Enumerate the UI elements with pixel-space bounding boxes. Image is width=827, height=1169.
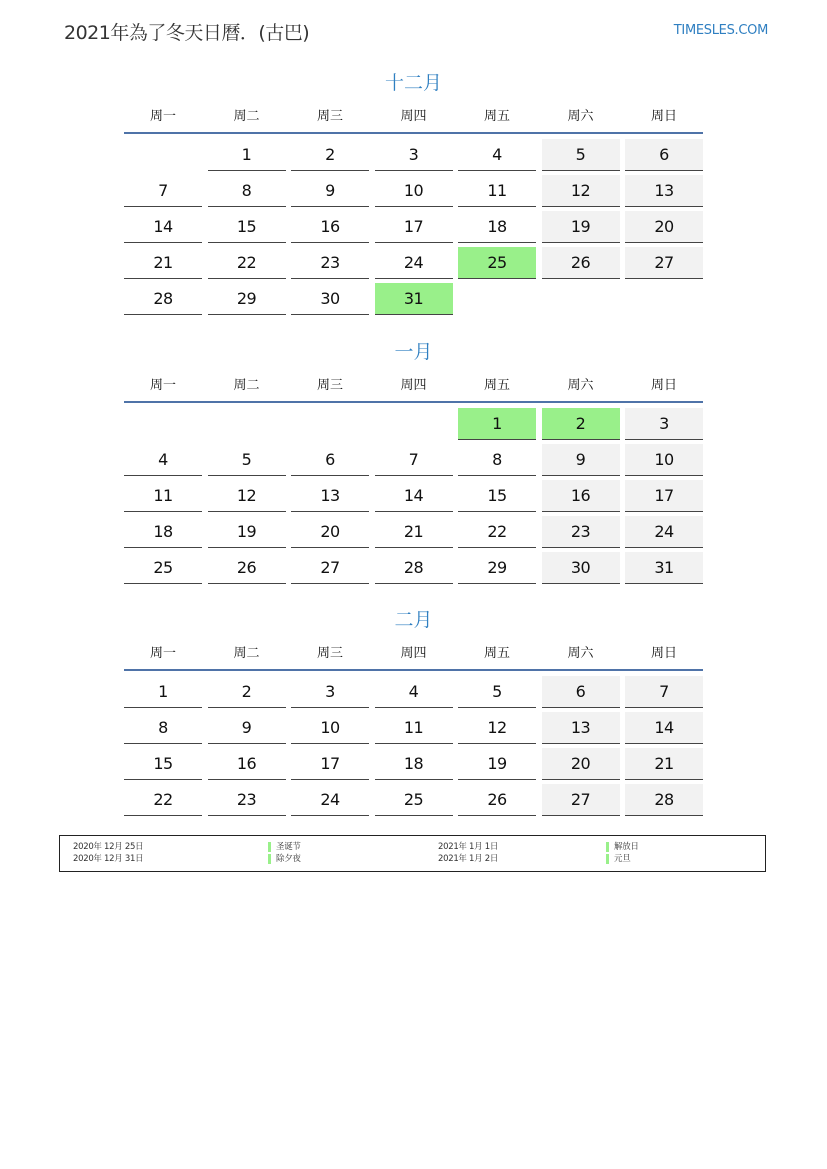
holiday-marker — [606, 842, 609, 852]
weekend-day-cell: 17 — [625, 480, 703, 512]
holiday-day-cell: 25 — [458, 247, 536, 279]
empty-day-cell — [208, 408, 286, 440]
empty-day-cell — [375, 408, 453, 440]
weekday-label: 周三 — [316, 109, 343, 124]
weekday-label: 周日 — [650, 646, 677, 661]
day-cell: 17 — [375, 211, 453, 243]
weekday-label: 周二 — [233, 109, 260, 124]
day-cell: 2 — [208, 676, 286, 708]
day-cell: 28 — [124, 283, 202, 315]
weekend-day-cell: 6 — [625, 139, 703, 171]
holiday-legend — [59, 835, 766, 872]
empty-day-cell — [124, 139, 202, 171]
day-cell: 4 — [458, 139, 536, 171]
weekday-label: 周三 — [316, 378, 343, 393]
empty-day-cell — [291, 408, 369, 440]
day-cell: 29 — [208, 283, 286, 315]
page-title: 2021年為了冬天日曆．(古巴) — [64, 22, 310, 44]
weekend-day-cell: 6 — [542, 676, 620, 708]
holiday-name: 元旦 — [614, 854, 631, 864]
day-cell: 15 — [208, 211, 286, 243]
day-cell: 16 — [291, 211, 369, 243]
day-cell: 10 — [375, 175, 453, 207]
day-cell: 13 — [291, 480, 369, 512]
day-cell: 10 — [291, 712, 369, 744]
day-cell: 4 — [375, 676, 453, 708]
holiday-name: 解放日 — [614, 842, 639, 852]
weekend-day-cell: 9 — [542, 444, 620, 476]
weekend-day-cell: 31 — [625, 552, 703, 584]
day-cell: 5 — [458, 676, 536, 708]
day-cell: 29 — [458, 552, 536, 584]
day-cell: 9 — [208, 712, 286, 744]
day-cell: 26 — [458, 784, 536, 816]
day-cell: 12 — [208, 480, 286, 512]
weekend-day-cell: 13 — [542, 712, 620, 744]
day-cell: 6 — [291, 444, 369, 476]
day-grid — [124, 676, 703, 816]
day-cell: 8 — [124, 712, 202, 744]
day-cell: 1 — [124, 676, 202, 708]
weekday-label: 周四 — [400, 378, 427, 393]
weekday-label: 周二 — [233, 646, 260, 661]
day-cell: 16 — [208, 748, 286, 780]
weekday-label: 周二 — [233, 378, 260, 393]
day-cell: 28 — [375, 552, 453, 584]
empty-day-cell — [124, 408, 202, 440]
weekend-day-cell: 7 — [625, 676, 703, 708]
weekend-day-cell: 16 — [542, 480, 620, 512]
day-grid — [124, 408, 703, 584]
day-cell: 12 — [458, 712, 536, 744]
day-cell: 2 — [291, 139, 369, 171]
day-cell: 19 — [208, 516, 286, 548]
weekday-label: 周五 — [483, 109, 510, 124]
weekend-day-cell: 14 — [625, 712, 703, 744]
day-cell: 7 — [375, 444, 453, 476]
holiday-date: 2020年 12月 25日 — [73, 842, 144, 852]
weekday-label: 周四 — [400, 109, 427, 124]
day-cell: 20 — [291, 516, 369, 548]
day-cell: 3 — [375, 139, 453, 171]
day-cell: 22 — [124, 784, 202, 816]
weekend-day-cell: 24 — [625, 516, 703, 548]
weekend-day-cell: 23 — [542, 516, 620, 548]
day-cell: 1 — [208, 139, 286, 171]
weekday-header — [124, 379, 703, 403]
day-cell: 18 — [458, 211, 536, 243]
weekend-day-cell: 3 — [625, 408, 703, 440]
weekday-label: 周六 — [567, 378, 594, 393]
day-cell: 17 — [291, 748, 369, 780]
weekend-day-cell: 12 — [542, 175, 620, 207]
day-cell: 11 — [124, 480, 202, 512]
holiday-date: 2020年 12月 31日 — [73, 854, 144, 864]
day-cell: 27 — [291, 552, 369, 584]
day-cell: 26 — [208, 552, 286, 584]
month-january — [124, 339, 703, 584]
weekday-label: 周一 — [149, 646, 176, 661]
day-cell: 11 — [375, 712, 453, 744]
month-title: 二月 — [394, 609, 433, 631]
weekday-header — [124, 647, 703, 671]
weekday-label: 周三 — [316, 646, 343, 661]
weekend-day-cell: 28 — [625, 784, 703, 816]
holiday-marker — [268, 854, 271, 864]
day-cell: 11 — [458, 175, 536, 207]
weekday-label: 周日 — [650, 378, 677, 393]
holiday-marker — [606, 854, 609, 864]
day-cell: 7 — [124, 175, 202, 207]
day-cell: 5 — [208, 444, 286, 476]
holiday-name: 圣诞节 — [276, 842, 301, 852]
day-cell: 25 — [375, 784, 453, 816]
weekday-header — [124, 110, 703, 134]
weekend-day-cell: 5 — [542, 139, 620, 171]
weekday-label: 周四 — [400, 646, 427, 661]
day-cell: 14 — [124, 211, 202, 243]
holiday-marker — [268, 842, 271, 852]
day-cell: 18 — [375, 748, 453, 780]
brand-link[interactable]: TIMESLES.COM — [673, 23, 768, 38]
weekday-label: 周一 — [149, 378, 176, 393]
day-cell: 9 — [291, 175, 369, 207]
weekday-label: 周六 — [567, 109, 594, 124]
month-december — [124, 70, 703, 315]
holiday-date: 2021年 1月 2日 — [438, 854, 499, 864]
day-cell: 4 — [124, 444, 202, 476]
month-title: 一月 — [394, 341, 433, 363]
weekend-day-cell: 13 — [625, 175, 703, 207]
day-cell: 24 — [291, 784, 369, 816]
weekend-day-cell: 21 — [625, 748, 703, 780]
day-cell: 22 — [208, 247, 286, 279]
weekend-day-cell: 19 — [542, 211, 620, 243]
weekend-day-cell: 10 — [625, 444, 703, 476]
day-cell: 8 — [208, 175, 286, 207]
holiday-day-cell: 1 — [458, 408, 536, 440]
day-cell: 15 — [124, 748, 202, 780]
day-cell: 22 — [458, 516, 536, 548]
weekday-label: 周一 — [149, 109, 176, 124]
weekend-day-cell: 20 — [542, 748, 620, 780]
day-grid — [124, 139, 703, 315]
weekday-label: 周五 — [483, 646, 510, 661]
holiday-name: 除夕夜 — [276, 854, 301, 864]
day-cell: 21 — [124, 247, 202, 279]
holiday-day-cell: 2 — [542, 408, 620, 440]
day-cell: 18 — [124, 516, 202, 548]
month-february — [124, 607, 703, 816]
holiday-day-cell: 31 — [375, 283, 453, 315]
day-cell: 14 — [375, 480, 453, 512]
weekday-label: 周六 — [567, 646, 594, 661]
weekend-day-cell: 30 — [542, 552, 620, 584]
weekend-day-cell: 26 — [542, 247, 620, 279]
day-cell: 8 — [458, 444, 536, 476]
day-cell: 3 — [291, 676, 369, 708]
day-cell: 23 — [208, 784, 286, 816]
day-cell: 23 — [291, 247, 369, 279]
weekend-day-cell: 20 — [625, 211, 703, 243]
day-cell: 30 — [291, 283, 369, 315]
day-cell: 24 — [375, 247, 453, 279]
day-cell: 25 — [124, 552, 202, 584]
weekend-day-cell: 27 — [625, 247, 703, 279]
weekend-day-cell: 27 — [542, 784, 620, 816]
weekday-label: 周日 — [650, 109, 677, 124]
holiday-date: 2021年 1月 1日 — [438, 842, 499, 852]
day-cell: 15 — [458, 480, 536, 512]
day-cell: 19 — [458, 748, 536, 780]
month-title: 十二月 — [384, 72, 442, 94]
weekday-label: 周五 — [483, 378, 510, 393]
day-cell: 21 — [375, 516, 453, 548]
